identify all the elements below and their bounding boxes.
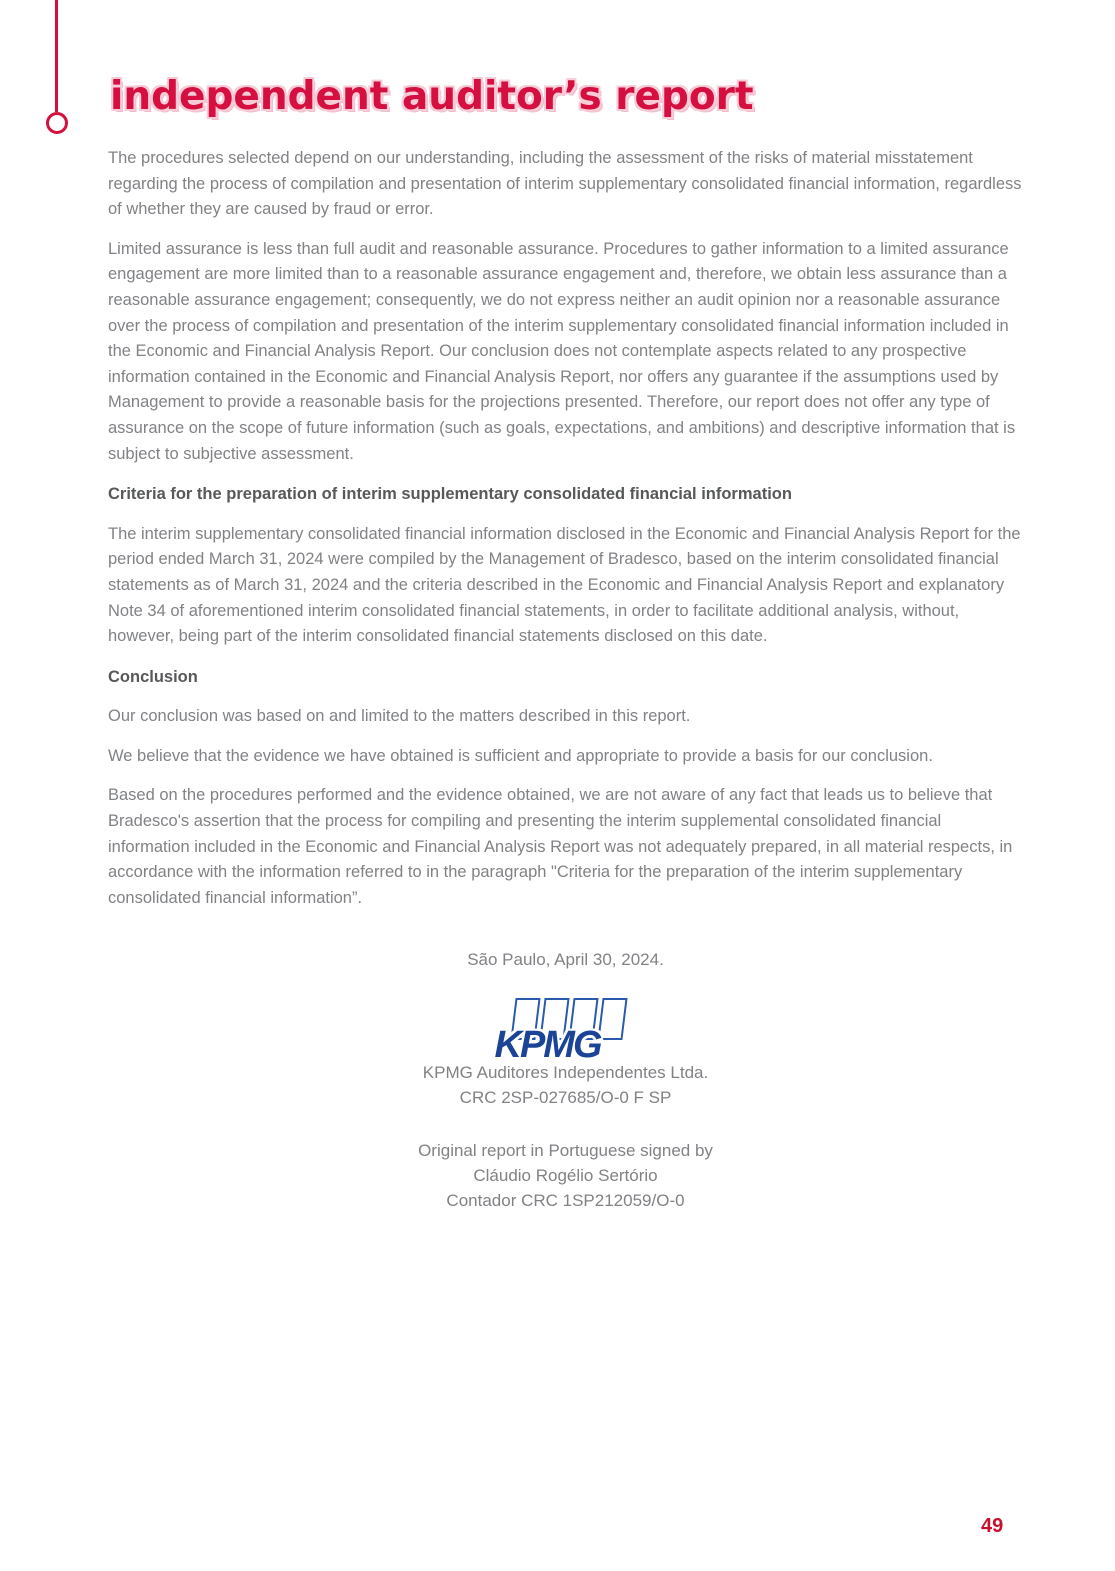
paragraph-limited-assurance: Limited assurance is less than full audit and reasonable assurance. Procedures to gather information to a limited assurance engagement are more limited than to a reasonable assurance engagement and, therefore, we obtain less assurance than a reasonable assurance engagement; consequently, we do not express neither an audit opinion nor a reasonable assurance over the process of compilation and presentation of the interim supplementary consolidated financial information included in the Economic and Financial Analysis Report. Our conclusion does not contemplate aspects related to any prospective information contained in the Economic and Financial Analysis Report, nor offers any guarantee if the assumptions used by Management to provide a reasonable basis for the projections presented. Therefore, our report does not offer any type of assurance on the scope of future information (such as goals, expectations, and ambitions) and descriptive information that is subject to subjective assessment.	[108, 239, 1016, 463]
paragraph-criteria: The interim supplementary consolidated financial information disclosed in the Economic and Financial Analysis Report for the period ended March 31, 2024 were compiled by the Management of Bradesco, based on the interim consolidated financial statements as of March 31, 2024 and the criteria described in the Economic and Financial Analysis Report and explanatory Note 34 of aforementioned interim consolidated financial statements, in order to facilitate additional analysis, without, however, being part of the interim consolidated financial statements disclosed on this date.	[108, 524, 1021, 646]
paragraph-conclusion-basis: Our conclusion was based on and limited to the matters described in this report.	[108, 707, 691, 726]
signature-signer-name: Cláudio Rogélio Sertório	[473, 1166, 658, 1186]
paragraph-assertion: Based on the procedures performed and the evidence obtained, we are not aware of any fact that leads us to believe that Bradesco's assertion that the process for compiling and presenting the interim supplemental consolidated financial information included in the Economic and Financial Analysis Report was not adequately prepared, in all material respects, in accordance with the information referred to in the paragraph "Criteria for the preparation of the interim supplementary consolidated financial information”.	[108, 786, 1013, 907]
kpmg-logo	[494, 998, 637, 1067]
paragraph-procedures: The procedures selected depend on our understanding, including the assessment of the risks of material misstatement regarding the process of compilation and presentation of interim supplementary consolidated financial information, regardless of whether they are caused by fraud or error.	[108, 149, 1022, 219]
signature-firm-crc: CRC 2SP-027685/O-0 F SP	[459, 1088, 672, 1108]
page-number: 49	[981, 1515, 1004, 1537]
heading-criteria: Criteria for the preparation of interim supplementary consolidated financial information	[108, 485, 792, 504]
heading-conclusion: Conclusion	[108, 667, 198, 686]
page-title: independent auditor’s report	[110, 74, 754, 120]
accent-circle-ornament	[46, 112, 68, 134]
signature-date: São Paulo, April 30, 2024.	[467, 950, 664, 970]
kpmg-rectangle-icon	[597, 998, 627, 1040]
accent-vertical-line	[55, 0, 58, 112]
signature-block	[108, 947, 1023, 1213]
signature-firm-name: KPMG Auditores Independentes Ltda.	[422, 1063, 709, 1083]
paragraph-evidence: We believe that the evidence we have obtained is sufficient and appropriate to provide a basis for our conclusion.	[108, 746, 933, 765]
report-body	[108, 146, 1023, 1213]
signature-signer-crc: Contador CRC 1SP212059/O-0	[446, 1191, 685, 1211]
signature-original-note: Original report in Portuguese signed by	[418, 1141, 713, 1161]
kpmg-logo-wordmark: KPMG	[494, 1024, 601, 1067]
